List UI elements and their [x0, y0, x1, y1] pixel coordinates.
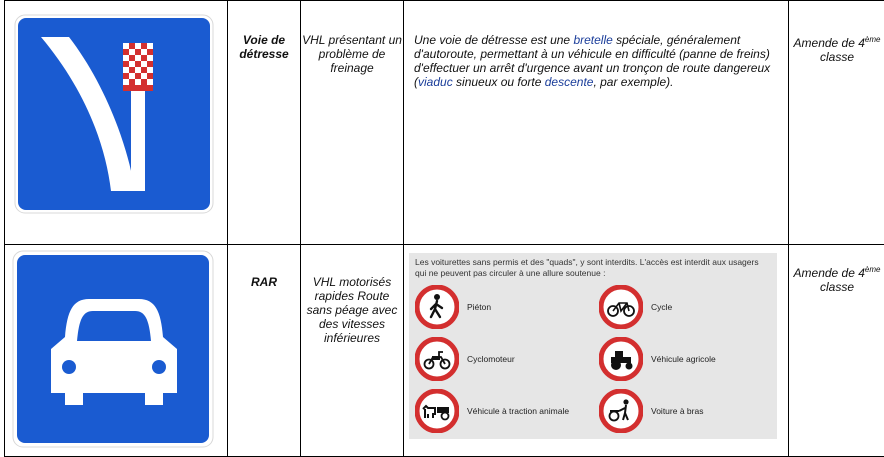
vehicles-text: VHL motorisés rapides Route sans péage avec des vitesses inférieures [301, 245, 403, 345]
table-row [5, 1, 884, 245]
list-item [599, 285, 672, 329]
description-cell [404, 245, 789, 457]
fine-sup: ème [865, 265, 881, 274]
handcart-icon [599, 389, 643, 433]
fine-text [789, 245, 884, 294]
description-cell [404, 1, 789, 245]
description-text [404, 1, 788, 89]
desc-part: spéciale, généralement d'autoroute, permettant à un véhicule en difficulté (panne de freins) d'effectuer un arrêt d'urgence avant un tronçon de route dangereux ( [414, 33, 770, 89]
item-label: Véhicule à traction animale [467, 406, 569, 416]
item-label: Véhicule agricole [651, 354, 716, 364]
link-bretelle[interactable]: bretelle [573, 33, 612, 47]
fine-prefix: Amende de 4 [794, 266, 865, 280]
bicycle-icon [599, 285, 643, 329]
list-item [415, 285, 491, 329]
tractor-icon [599, 337, 643, 381]
desc-part: Une voie de détresse est une [414, 33, 573, 47]
sign-name: RAR [228, 245, 300, 289]
item-label: Cycle [651, 302, 672, 312]
item-label: Piéton [467, 302, 491, 312]
fine-suffix: classe [820, 280, 854, 294]
fine-cell [789, 245, 884, 457]
fine-sup: ème [865, 35, 881, 44]
prohibited-users-panel [409, 253, 777, 439]
pedestrian-icon [415, 285, 459, 329]
horse-cart-icon [415, 389, 459, 433]
vehicles-text: VHL présentant un problème de freinage [301, 1, 403, 75]
link-viaduc[interactable]: viaduc [418, 75, 453, 89]
table-row [5, 245, 884, 457]
desc-part: , par exemple). [593, 75, 673, 89]
fine-cell [789, 1, 884, 245]
item-label: Voiture à bras [651, 406, 703, 416]
car-road-sign [5, 245, 227, 451]
list-item [599, 389, 703, 433]
name-cell [228, 1, 301, 245]
list-item [415, 389, 569, 433]
fine-suffix: classe [820, 50, 854, 64]
sign-cell [5, 245, 228, 457]
name-cell [228, 245, 301, 457]
emergency-escape-lane-sign [5, 1, 227, 239]
moped-icon [415, 337, 459, 381]
regulation-table [4, 0, 884, 457]
desc-part: sinueux ou forte [453, 75, 545, 89]
sign-name: Voie de détresse [228, 1, 300, 61]
vehicles-cell [301, 245, 404, 457]
link-descente[interactable]: descente [545, 75, 594, 89]
fine-text [789, 1, 884, 64]
panel-note: Les voiturettes sans permis et des "quads", y sont interdits. L'accès est interdit aux usagers qui ne peuvent pas circuler à une allure soutenue : [409, 253, 777, 279]
item-label: Cyclomoteur [467, 354, 515, 364]
sign-cell [5, 1, 228, 245]
checkered-flag-icon [123, 43, 153, 91]
vehicles-cell [301, 1, 404, 245]
list-item [599, 337, 716, 381]
list-item [415, 337, 515, 381]
fine-prefix: Amende de 4 [794, 36, 865, 50]
